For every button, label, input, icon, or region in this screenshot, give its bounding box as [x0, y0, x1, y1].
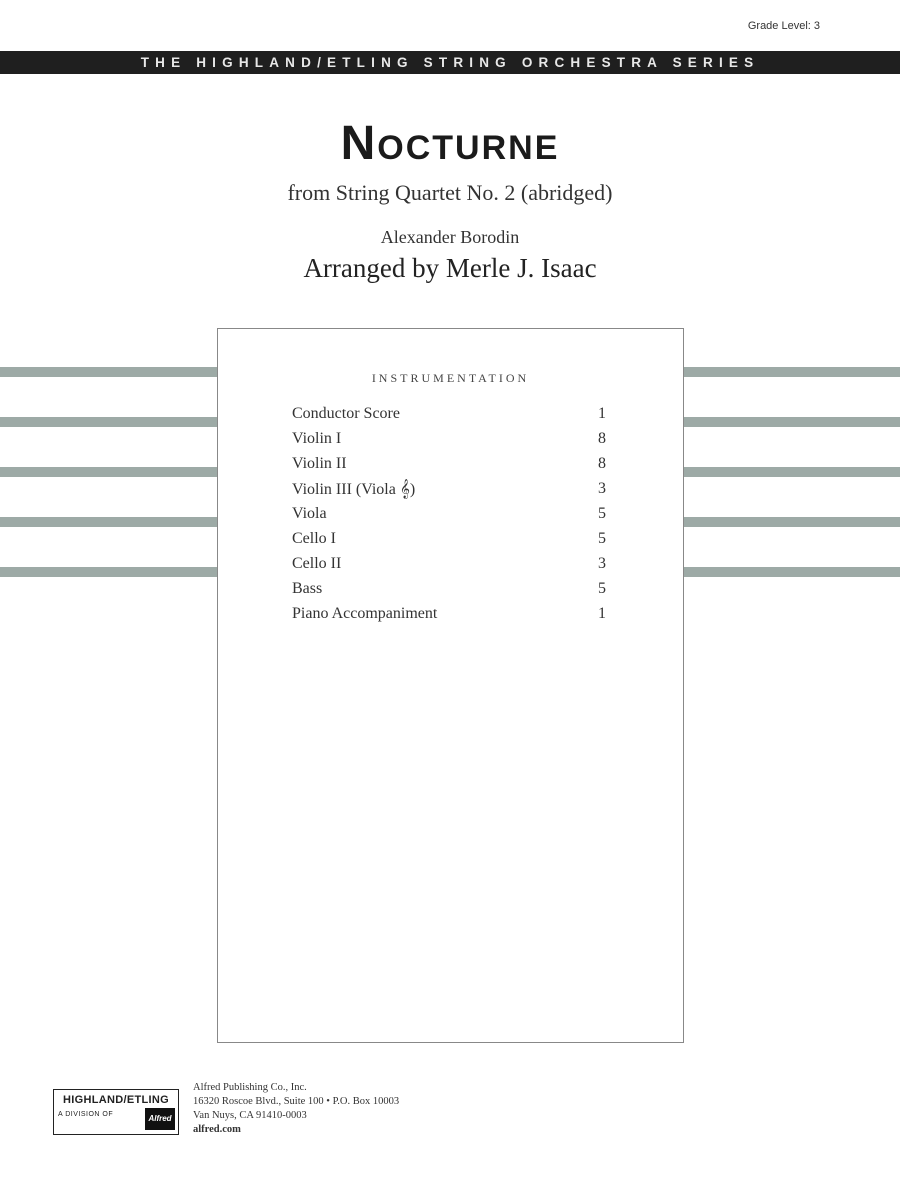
publisher-name: Alfred Publishing Co., Inc. — [193, 1082, 307, 1093]
alfred-logo-icon: Alfred — [145, 1108, 175, 1130]
logo-main-text: HIGHLAND/ETLING — [63, 1094, 169, 1106]
instrumentation-panel — [217, 328, 684, 1043]
list-item — [292, 501, 612, 526]
instrument-qty: 3 — [598, 480, 606, 497]
instrumentation-list — [292, 401, 612, 626]
staff-line — [684, 367, 900, 377]
staff-line — [0, 417, 217, 427]
list-item — [292, 551, 612, 576]
instrument-name: Cello II — [292, 555, 342, 572]
staff-line — [684, 517, 900, 527]
instrument-name-suffix: ) — [409, 481, 416, 498]
instrument-name: Bass — [292, 580, 323, 597]
staff-line — [0, 567, 217, 577]
list-item — [292, 601, 612, 626]
instrument-name: Viola — [292, 505, 327, 522]
subtitle: from String Quartet No. 2 (abridged) — [287, 180, 613, 205]
treble-clef-icon: 𝄞 — [399, 479, 410, 498]
series-banner: THE HIGHLAND/ETLING STRING ORCHESTRA SERIES — [0, 51, 900, 74]
instrument-name: Conductor Score — [292, 405, 400, 422]
list-item — [292, 426, 612, 451]
instrument-name: Violin III (Viola — [292, 481, 396, 498]
publisher-address-1: 16320 Roscoe Blvd., Suite 100 • P.O. Box 10003 — [193, 1096, 400, 1107]
staff-line — [684, 467, 900, 477]
instrument-qty: 8 — [598, 455, 606, 472]
staff-line — [684, 567, 900, 577]
instrument-qty: 1 — [598, 405, 606, 422]
staff-line — [0, 467, 217, 477]
staff-line — [0, 367, 217, 377]
publisher-address-2: Van Nuys, CA 91410-0003 — [193, 1110, 307, 1121]
list-item — [292, 576, 612, 601]
instrument-name: Cello I — [292, 530, 336, 547]
list-item — [292, 526, 612, 551]
logo-sub-text: A DIVISION OF — [58, 1111, 114, 1118]
instrument-qty: 3 — [598, 555, 606, 572]
instrument-qty: 5 — [598, 530, 606, 547]
list-item — [292, 451, 612, 476]
instrument-name: Violin I — [292, 430, 342, 447]
publisher-info — [193, 1081, 399, 1137]
publisher-website[interactable]: alfred.com — [193, 1124, 241, 1135]
list-item — [292, 401, 612, 426]
staff-line — [684, 417, 900, 427]
composer: Alexander Borodin — [380, 227, 520, 247]
instrument-qty: 8 — [598, 430, 606, 447]
list-item — [292, 476, 612, 501]
instrumentation-heading: INSTRUMENTATION — [371, 371, 530, 385]
instrument-qty: 1 — [598, 605, 606, 622]
grade-level: Grade Level: 3 — [747, 20, 820, 32]
instrument-name: Violin II — [292, 455, 347, 472]
instrument-name: Piano Accompaniment — [292, 605, 438, 622]
instrument-qty: 5 — [598, 505, 606, 522]
staff-line — [0, 517, 217, 527]
page-title: Nocturne — [340, 117, 560, 170]
arranger: Arranged by Merle J. Isaac — [303, 253, 597, 283]
instrument-qty: 5 — [598, 580, 606, 597]
publisher-logo — [53, 1089, 179, 1135]
